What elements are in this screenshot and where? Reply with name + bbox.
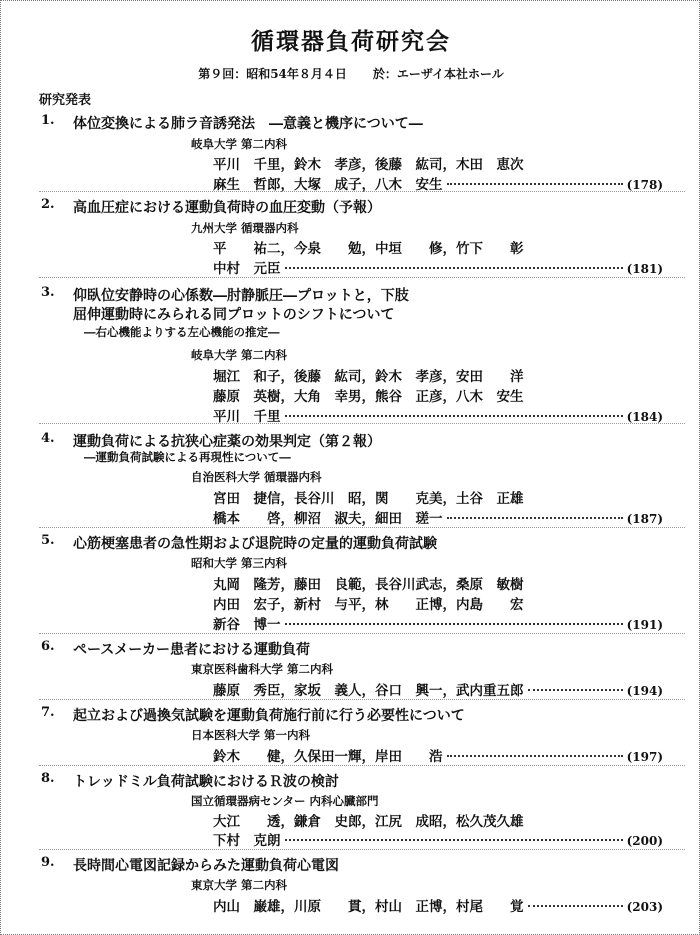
author-names: 平 祐二，今泉 勉，中垣 修，竹下 彰 — [213, 241, 524, 257]
dot-leader — [285, 623, 623, 625]
author-line — [213, 507, 663, 527]
author-names: 宮田 捷信，長谷川 昭，関 克美，土谷 正雄 — [213, 491, 524, 507]
author-names: 藤原 英樹，大角 幸男，熊谷 正彦，八木 安生 — [213, 389, 524, 405]
page-reference: (194) — [626, 684, 663, 698]
entry-institution: 東京大学 第二内科 — [191, 878, 288, 892]
entry-institution: 自治医科大学 循環器内科 — [191, 470, 322, 484]
entry-number: 9. — [41, 855, 55, 870]
meeting-info — [1, 65, 700, 82]
entry-title: 起立および過換気試験を運動負荷施行前に行う必要性について — [73, 708, 465, 724]
author-names: 鈴木 健，久保田一輝，岸田 浩 — [213, 749, 443, 765]
entry-divider — [39, 277, 685, 278]
author-line — [213, 237, 663, 257]
dot-leader — [447, 755, 623, 757]
entry-number: 8. — [41, 771, 55, 786]
author-line — [213, 593, 663, 613]
page-title: 循環器負荷研究会 — [251, 28, 451, 55]
author-names: 内山 巌雄，川原 貫，村山 正博，村尾 覚 — [213, 899, 524, 915]
entry-institution: 国立循環器病センター 内科心臓部門 — [191, 794, 379, 808]
entry-institution: 日本医科大学 第一内科 — [191, 728, 311, 742]
entry-number: 3. — [41, 285, 55, 300]
author-line — [213, 679, 663, 699]
entry-divider — [39, 765, 685, 766]
entry-divider — [39, 191, 685, 192]
page-reference: (178) — [626, 178, 663, 192]
author-names: 堀江 和子，後藤 紘司，鈴木 孝彦，安田 洋 — [213, 369, 524, 385]
page-reference: (197) — [626, 750, 663, 764]
author-line — [213, 573, 663, 593]
dot-leader — [285, 839, 623, 841]
author-names: 橋本 啓，柳沼 淑夫，細田 瑳一 — [213, 511, 443, 527]
entry-institution: 岐阜大学 第二内科 — [191, 137, 288, 151]
entry-subtitle: ―運動負荷試験による再現性について― — [84, 450, 291, 464]
dot-leader — [285, 415, 623, 417]
entry-subtitle: ―右心機能よりする左心機能の推定― — [84, 325, 280, 339]
dot-leader — [528, 905, 623, 907]
author-line — [213, 405, 663, 425]
author-names: 麻生 哲郎，大塚 成子，八木 安生 — [213, 177, 443, 193]
page-reference: (181) — [626, 262, 663, 276]
entry-number: 7. — [41, 705, 55, 720]
entry-institution: 東京医科歯科大学 第二内科 — [191, 662, 334, 676]
meeting-venue: 於：エーザイ本社ホール — [372, 67, 504, 81]
author-names: 平川 千里 — [213, 409, 281, 425]
dot-leader — [528, 689, 623, 691]
entry-institution: 九州大学 循環器内科 — [191, 221, 299, 235]
author-names: 藤原 秀臣，家坂 義人，谷口 興一，武内重五郎 — [213, 683, 524, 699]
dot-leader — [447, 517, 623, 519]
page-reference: (184) — [626, 410, 663, 424]
entry-number: 5. — [41, 533, 55, 548]
entry-title: 高血圧症における運動負荷時の血圧変動（予報） — [73, 200, 381, 216]
author-line — [213, 173, 663, 193]
page-reference: (187) — [626, 512, 663, 526]
entry-title: 心筋梗塞患者の急性期および退院時の定量的運動負荷試験 — [73, 536, 437, 552]
entry-title: 体位変換による肺ラ音誘発法 ―意義と機序について― — [73, 116, 423, 132]
page-reference: (200) — [626, 834, 663, 848]
author-line — [213, 365, 663, 385]
entry-divider — [39, 699, 685, 700]
author-line — [213, 487, 663, 507]
dot-leader — [447, 183, 623, 185]
section-heading: 研究発表 — [39, 93, 92, 108]
entry-title: ペースメーカー患者における運動負荷 — [73, 642, 311, 658]
entry-institution: 昭和大学 第三内科 — [191, 556, 288, 570]
entry-number: 4. — [41, 431, 55, 446]
dot-leader — [285, 267, 623, 269]
author-line — [213, 895, 663, 915]
entry-divider — [39, 633, 685, 634]
entry-number: 1. — [41, 113, 55, 128]
entry-title: 長時間心電図記録からみた運動負荷心電図 — [73, 858, 339, 874]
entry-title: 運動負荷による抗狭心症薬の効果判定（第２報） — [73, 434, 381, 450]
author-names: 丸岡 隆芳，藤田 良範，長谷川武志，桑原 敏樹 — [213, 577, 524, 593]
page-reference: (191) — [626, 618, 663, 632]
page-reference: (203) — [626, 900, 663, 914]
author-line — [213, 745, 663, 765]
entry-divider — [39, 849, 685, 850]
author-line — [213, 257, 663, 277]
author-names: 下村 克朗 — [213, 833, 281, 849]
author-line — [213, 810, 663, 830]
meeting-session: 第９回：昭和54年８月４日 — [198, 67, 347, 81]
author-line — [213, 613, 663, 633]
entry-institution: 岐阜大学 第二内科 — [191, 348, 288, 362]
author-line — [213, 153, 663, 173]
entry-title-line-1: 仰臥位安静時の心係数―肘静脈圧―プロットと，下肢 — [73, 288, 409, 304]
entry-title-line-2: 屈伸運動時にみられる同プロットのシフトについて — [73, 307, 395, 323]
author-names: 大江 透，鎌倉 史郎，江尻 成昭，松久茂久雄 — [213, 814, 524, 830]
author-line — [213, 385, 663, 405]
author-line — [213, 829, 663, 849]
author-names: 平川 千里，鈴木 孝彦，後藤 紘司，木田 恵次 — [213, 157, 524, 173]
entry-title: トレッドミル負荷試験におけるＲ波の検討 — [73, 774, 339, 790]
author-names: 中村 元臣 — [213, 261, 281, 277]
entry-number: 2. — [41, 197, 55, 212]
author-names: 内田 宏子，新村 与平，林 正博，内島 宏 — [213, 597, 524, 613]
entry-divider — [39, 423, 685, 424]
entry-divider — [39, 527, 685, 528]
author-names: 新谷 博一 — [213, 617, 281, 633]
entry-number: 6. — [41, 639, 55, 654]
